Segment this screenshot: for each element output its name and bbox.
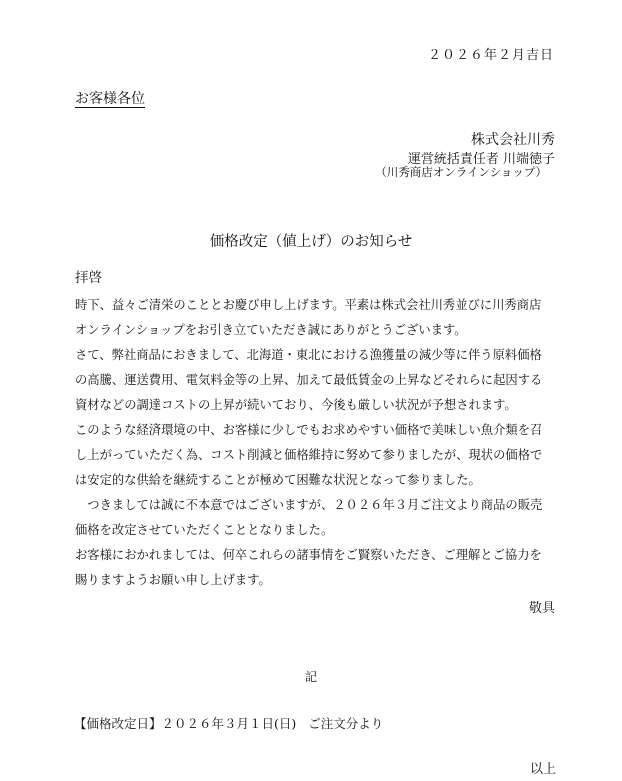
sender-company: 株式会社川秀	[471, 132, 555, 148]
body-line: 価格を改定させていただくこととなりました。	[75, 523, 334, 537]
price-revision-detail	[74, 714, 383, 732]
body-line: の高騰、運送費用、電気料金等の上昇、加えて最低賃金の上昇などそれらに起因する	[75, 373, 543, 387]
detail-label: 【価格改定日】	[74, 716, 162, 731]
body-line: お客様におかれましては、何卒これらの諸事情をご賢察いただき、ご理解とご協力を	[75, 548, 542, 562]
body-line: さて、弊社商品におきまして、北海道・東北における漁獲量の減少等に伴う原料価格	[75, 348, 542, 362]
body-line: 資材などの調達コストの上昇が続いており、今後も厳しい状況が予想されます。	[75, 398, 517, 412]
body-line: オンラインショップをお引き立ていただき誠にありがとうございます。	[75, 323, 467, 337]
closing-ijo: 以上	[529, 762, 556, 777]
letter-title: 価格改定（値上げ）のお知らせ	[209, 234, 413, 250]
body-line: し上がっていただく為、コスト削減と価格維持に努めて参りましたが、現状の価格で	[75, 448, 543, 462]
detail-note: ご注文分より	[308, 716, 384, 731]
body-line: は安定的な供給を継続することが極めて困難な状況となって参りました。	[75, 473, 481, 487]
body-line: つきましては誠に不本意ではございますが、２０２６年３月ご注文より商品の販売	[75, 498, 543, 512]
salutation: 拝啓	[75, 270, 102, 286]
letter-date: ２０２６年２月吉日	[427, 48, 554, 63]
ki-heading: 記	[304, 670, 317, 684]
body-line: 賜りますようお願い申し上げます。	[75, 573, 271, 587]
sender-shop: （川秀商店オンラインショップ）	[375, 165, 547, 179]
body-line: このような経済環境の中、お客様に少しでもお求めやすい価格で美味しい魚介類を召	[75, 423, 543, 437]
detail-date: ２０２６年３月１日(日)	[161, 716, 297, 731]
body-line: 時下、益々ご清栄のこととお慶び申し上げます。平素は株式会社川秀並びに川秀商店	[75, 298, 542, 312]
addressee: お客様各位	[75, 91, 145, 107]
letter-body	[75, 293, 542, 593]
sender-manager: 運営統括責任者 川端徳子	[407, 152, 555, 167]
closing-keigu: 敬具	[528, 601, 555, 616]
